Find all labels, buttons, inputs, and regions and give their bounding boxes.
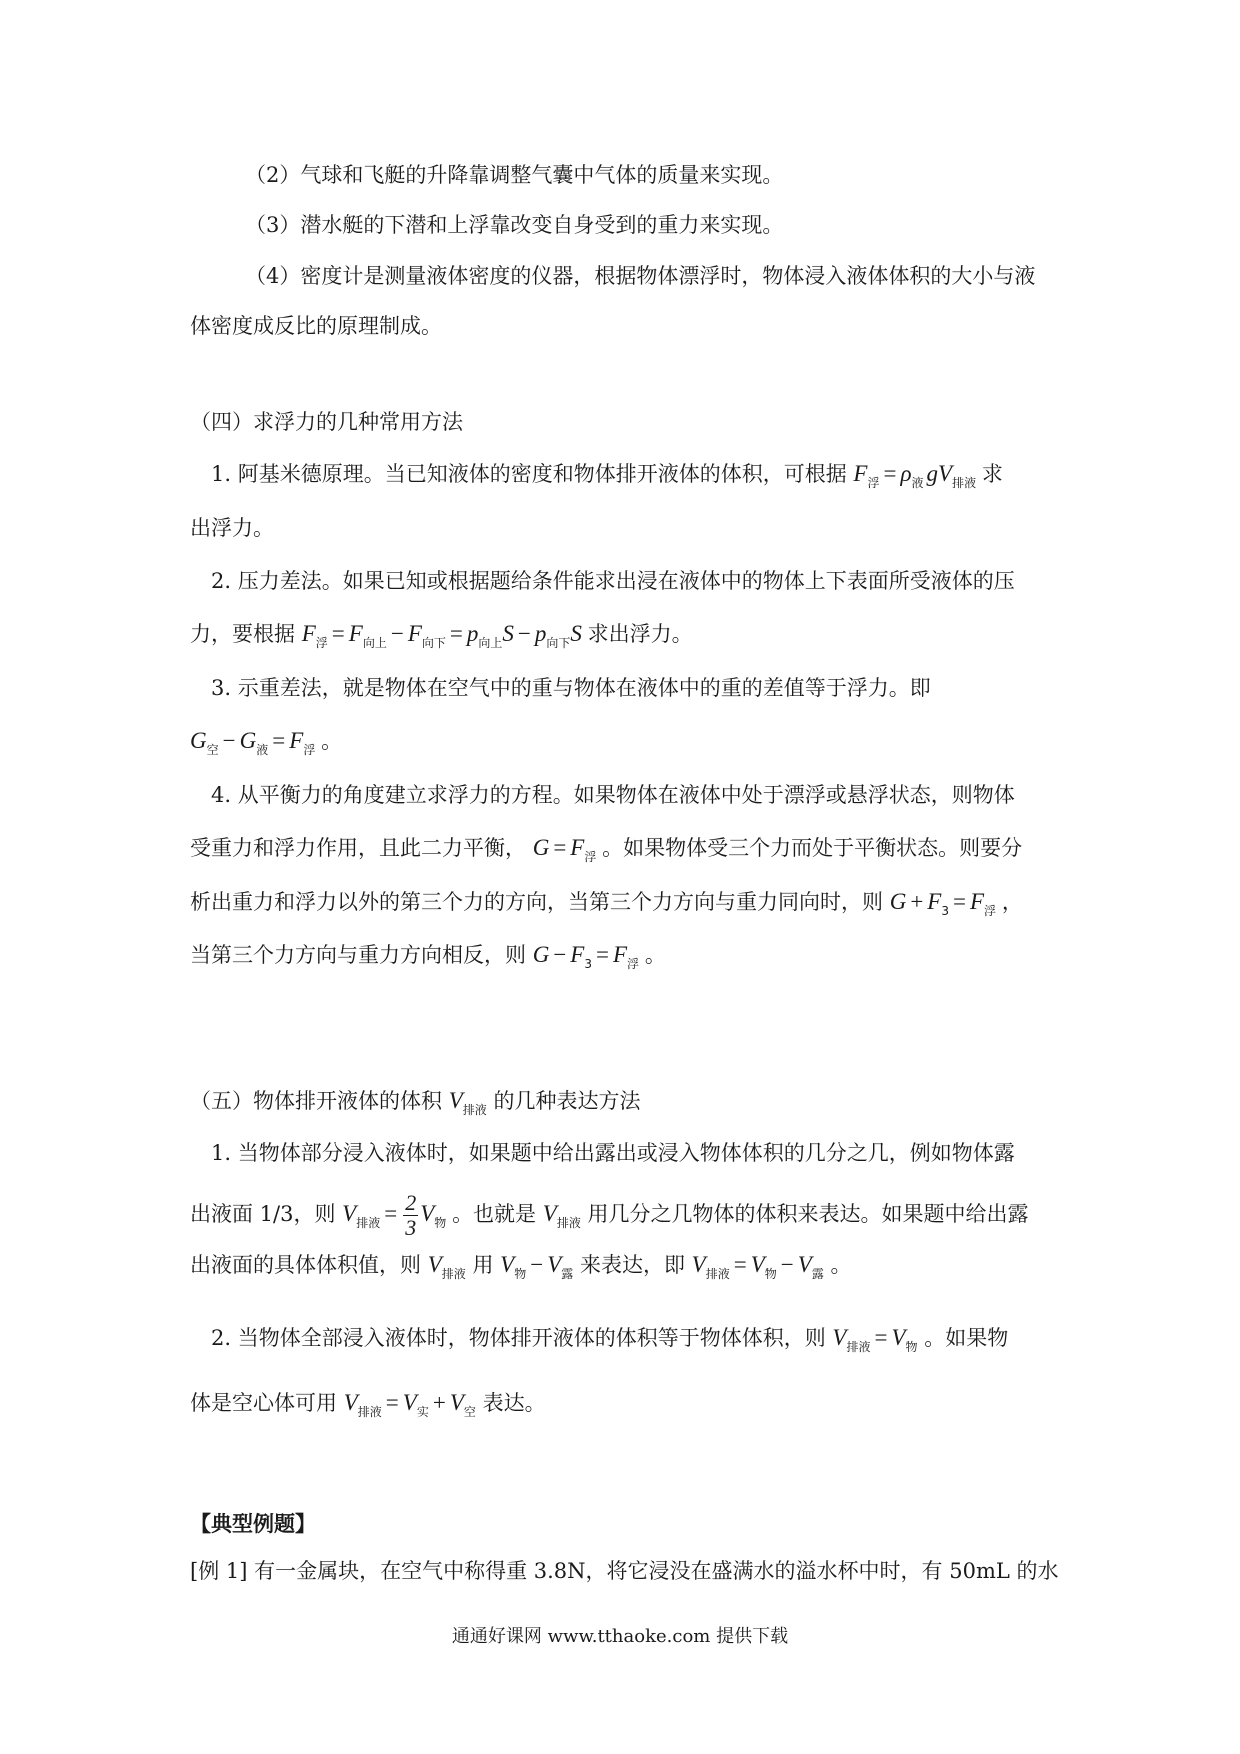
typical-examples-heading: 【典型例题】 <box>190 1511 316 1536</box>
method-4-line2: 受重力和浮力作用，且此二力平衡， $G = F_浮$ 。如果物体受三个力而处于平衡状态。则要分 <box>190 835 1023 864</box>
method-1-line1: 1. 阿基米德原理。当已知液体的密度和物体排开液体的体积，可根据 $F_浮 = \rho_液$ $gV_{排液}$ 求 <box>211 461 1003 490</box>
example-1-text: [例 1] 有一金属块，在空气中称得重 3.8N，将它浸没在盛满水的溢水杯中时，有 50mL 的水 <box>190 1559 1059 1583</box>
method-4-line4: 当第三个力方向与重力方向相反，则 $G - F_3 = F_浮$ 。 <box>190 942 666 971</box>
method-1-text: 1. 阿基米德原理。当已知液体的密度和物体排开液体的体积，可根据 <box>211 462 847 486</box>
volume-1-line1: 1. 当物体部分浸入液体时，如果题中给出露出或浸入物体体积的几分之几，例如物体露 <box>211 1141 1015 1165</box>
formula-exposed-volume: $V_{排液} = V_物 - V_露$ <box>691 1252 824 1281</box>
volume-2-line2: 体是空心体可用 $V_{排液} = V_实 + V_空$ 表达。 <box>190 1390 546 1419</box>
volume-2-line1: 2. 当物体全部浸入液体时，物体排开液体的体积等于物体体积，则 $V_{排液} = V_物$ 。如果物 <box>211 1325 1009 1354</box>
volume-1-line3: 出液面的具体体积值，则 $V_{排液}$ 用 $V_物 - V_露$ 来表达，即 $V_{排液} = V_物 - V_露$ 。 <box>190 1252 852 1281</box>
section-four-heading: （四）求浮力的几种常用方法 <box>190 410 463 434</box>
formula-three-forces-same: $G + F_3 = F_浮$ <box>889 889 997 918</box>
method-1-line2: 出浮力。 <box>190 516 274 540</box>
formula-archimedes: $F_浮 = \rho_液$ $gV_{排液}$ <box>853 461 977 490</box>
formula-three-forces-opposite: $G - F_3 = F_浮$ <box>532 942 640 971</box>
paragraph-submarine: （3）潜水艇的下潜和上浮靠改变自身受到的重力来实现。 <box>245 213 784 237</box>
section-five-heading: （五）物体排开液体的体积 $V_{排液}$ 的几种表达方法 <box>190 1088 641 1117</box>
formula-balance: $G = F_浮$ <box>532 835 597 864</box>
method-2-line1: 2. 压力差法。如果已知或根据题给条件能求出浸在液体中的物体上下表面所受液体的压 <box>211 569 1015 593</box>
paragraph-balloon: （2）气球和飞艇的升降靠调整气囊中气体的质量来实现。 <box>245 163 784 187</box>
method-2-line2: 力，要根据 $F_浮 = F_{向上} - F_{向下} = p_{向上}S - p_{向下}S$ 求出浮力。 <box>190 621 693 650</box>
volume-1-line2: 出液面 1/3，则 $V_{排液}$ = $\frac{2}{3}$ $V_物$ 。也就是 $V_{排液}$ 用几分之几物体的体积来表达。如果题中给出露 <box>190 1190 1029 1240</box>
formula-fraction-volume: $V_{排液}$ = $\frac{2}{3}$ $V_物$ <box>342 1190 447 1240</box>
page-footer: 通通好课网 www.tthaoke.com 提供下载 <box>451 1626 789 1647</box>
formula-weight-difference: $G_空 - G_液 = F_浮$ <box>190 728 316 757</box>
paragraph-hydrometer-line2: 体密度成反比的原理制成。 <box>190 314 442 338</box>
paragraph-hydrometer-line1: （4）密度计是测量液体密度的仪器，根据物体漂浮时，物体浸入液体体积的大小与液 <box>245 264 1036 288</box>
formula-pressure-difference: $F_浮 = F_{向上} - F_{向下} = p_{向上}S - p_{向下}S$ <box>301 621 582 650</box>
fraction-two-thirds: $\frac{2}{3}$ <box>405 1190 417 1240</box>
method-4-line3: 析出重力和浮力以外的第三个力的方向，当第三个力方向与重力同向时，则 $G + F_3 = F_浮$ ， <box>190 889 1023 918</box>
method-3-line2: $G_空 - G_液 = F_浮$ 。 <box>190 728 343 757</box>
formula-full-immersion: $V_{排液} = V_物$ <box>832 1325 918 1354</box>
method-4-line1: 4. 从平衡力的角度建立求浮力的方程。如果物体在液体中处于漂浮或悬浮状态，则物体 <box>211 783 1015 807</box>
formula-hollow-body: $V_{排液} = V_实 + V_空$ <box>343 1390 476 1419</box>
method-3-line1: 3. 示重差法，就是物体在空气中的重与物体在液体中的重的差值等于浮力。即 <box>211 676 931 700</box>
